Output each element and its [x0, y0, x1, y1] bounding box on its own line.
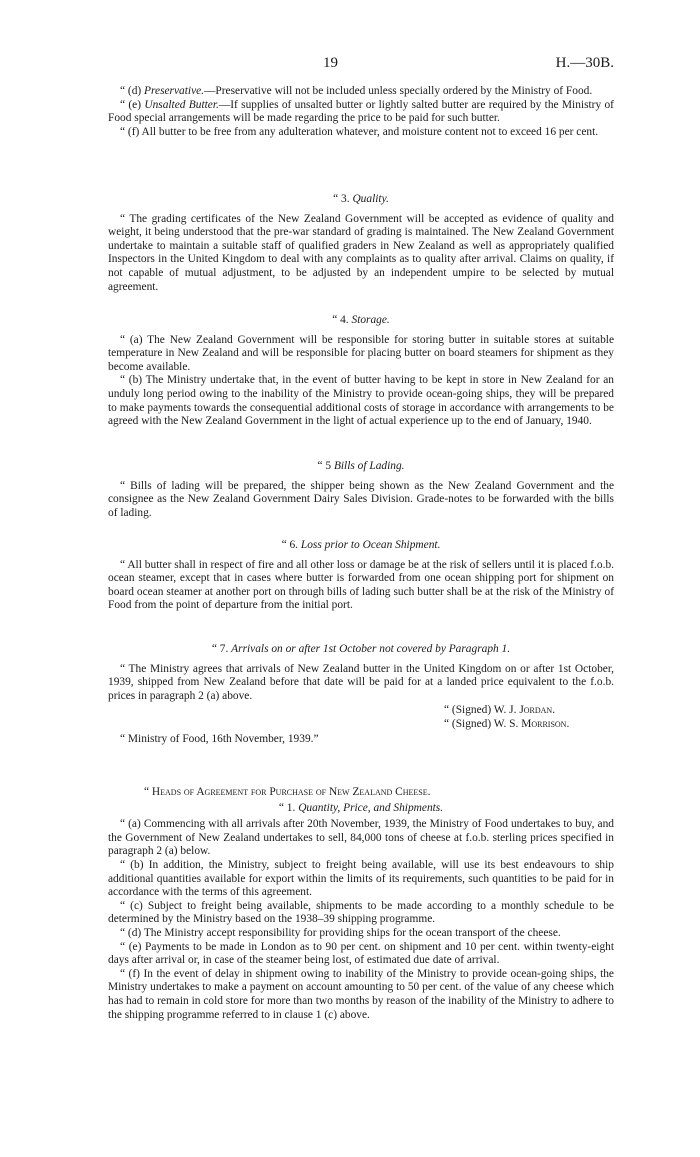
cheese-clause-d: “ (d) The Ministry accept responsibility for providing ships for the ocean transport of the cheese.: [120, 926, 561, 939]
section-text: “ All butter shall in respect of fire and all other loss or damage be at the risk of sellers until it is placed f.o.b. ocean steamer, except that in cases where butter is forwarded from one ocean shipping port for shipment on board ocean steamer at another port on through bills of lading such butter shall be at the risk of the Ministry of Food from the point of departure from the initial port.: [108, 558, 614, 612]
section-text: “ The Ministry agrees that arrivals of New Zealand butter in the United Kingdom on or after 1st October, 1939, shipped from New Zealand before that date will be paid for at a landed price equivalent to the f.o.b. prices in paragraph 2 (a) above.: [108, 662, 614, 702]
cheese-agreement-title: “ Heads of Agreement for Purchase of New Zealand Cheese.: [144, 786, 431, 798]
cheese-clause-c: “ (c) Subject to freight being available, shipments to be made according to a monthly schedule to be determined by the Ministry based on the 1938–39 shipping programme.: [108, 899, 614, 926]
section-heading: “ 3. Quality.: [333, 193, 389, 205]
section-7-arrivals: [108, 643, 614, 703]
signature-jordan: “ (Signed) W. J. Jordan.: [444, 704, 556, 716]
storage-clause-a: “ (a) The New Zealand Government will be responsible for storing butter in suitable stores at suitable temperature in New Zealand and will be responsible for placing butter on board steamers for shipment as they become available.: [108, 333, 614, 373]
clause-e-unsalted-butter: “ (e) Unsalted Butter.—If supplies of unsalted butter or lightly salted butter are required by the Ministry of Food special arrangements will be made regarding the price to be paid for such butter.: [108, 98, 614, 125]
document-reference: H.—30B.: [555, 55, 614, 71]
dateline: “ Ministry of Food, 16th November, 1939.”: [120, 733, 319, 746]
cheese-clause-a: “ (a) Commencing with all arrivals after 20th November, 1939, the Ministry of Food undertakes to buy, and the Government of New Zealand undertakes to sell, 84,000 tons of cheese at f.o.b. sterling prices specified in paragraph 2 (a) below.: [108, 818, 614, 858]
clause-f-adulteration: “ (f) All butter to be free from any adulteration whatever, and moisture content not to exceed 16 per cent.: [120, 125, 599, 138]
page-header: [108, 55, 614, 75]
section-4-storage: [108, 314, 614, 429]
section-5-bills-of-lading: [108, 460, 614, 520]
section-text: “ The grading certificates of the New Zealand Government will be accepted as evidence of quality and weight, it being understood that the pre-war standard of grading is maintained. The New Zealand Government undertake to maintain a suitable staff of qualified graders in New Zealand as well as appropriately qualified Inspectors in the United Kingdom to deal with any complaints as to quality after arrival. Claims on quality, if not capable of mutual adjustment, to be adjusted by an independent umpire to be selected by mutual agreement.: [108, 212, 614, 293]
cheese-clause-b: “ (b) In addition, the Ministry, subject to freight being available, will use its best endeavours to ship additional quantities available for export within the limits of its requirements, such quantities to be paid for in accordance with the terms of this agreement.: [108, 858, 614, 899]
cheese-clause-e: “ (e) Payments to be made in London as to 90 per cent. on shipment and 10 per cent. within twenty-eight days after arrival or, in case of the steamer being lost, of estimated due date of arrival.: [108, 940, 614, 967]
section-heading: “ 1. Quantity, Price, and Shipments.: [278, 801, 444, 814]
section-6-loss-prior-to-shipment: [108, 539, 614, 613]
section-heading: “ 6. Loss prior to Ocean Shipment.: [281, 539, 441, 551]
cheese-agreement: [108, 786, 614, 1022]
clause-d-preservative: “ (d) Preservative.—Preservative will not be included unless specially ordered by the Ministry of Food.: [120, 85, 593, 97]
storage-clause-b: “ (b) The Ministry undertake that, in the event of butter having to be kept in store in New Zealand for an unduly long period owing to the inability of the Ministry to provide ocean-going ships, they will be prepared to make payments towards the consequential additional costs of storage in accordance with arrangements to be agreed with the New Zealand Government in the light of actual experience up to the end of January, 1940.: [108, 374, 614, 428]
page-number: 19: [323, 55, 338, 71]
signature-morrison: “ (Signed) W. S. Morrison.: [444, 717, 570, 730]
section-3-quality: [108, 193, 614, 294]
section-heading: “ 7. Arrivals on or after 1st October not covered by Paragraph 1.: [211, 643, 511, 655]
cheese-clause-f: “ (f) In the event of delay in shipment owing to inability of the Ministry to provide ocean-going ships, the Ministry undertakes to make a payment on account amounting to 50 per cent. of the value of any cheese which has had to remain in cold store for more than two months by reason of the inability of the Ministry to adhere to the shipping programme referred to in clause 1 (c) above.: [108, 967, 614, 1021]
section-heading: “ 5 Bills of Lading.: [317, 460, 405, 472]
signature-block: [108, 704, 614, 747]
section-heading: “ 4. Storage.: [332, 314, 390, 326]
butter-clauses-d-f: [108, 85, 614, 139]
section-text: “ Bills of lading will be prepared, the shipper being shown as the New Zealand Government and the consignee as the New Zealand Government Dairy Sales Division. Grade-notes to be forwarded with the bills of lading.: [108, 479, 614, 519]
